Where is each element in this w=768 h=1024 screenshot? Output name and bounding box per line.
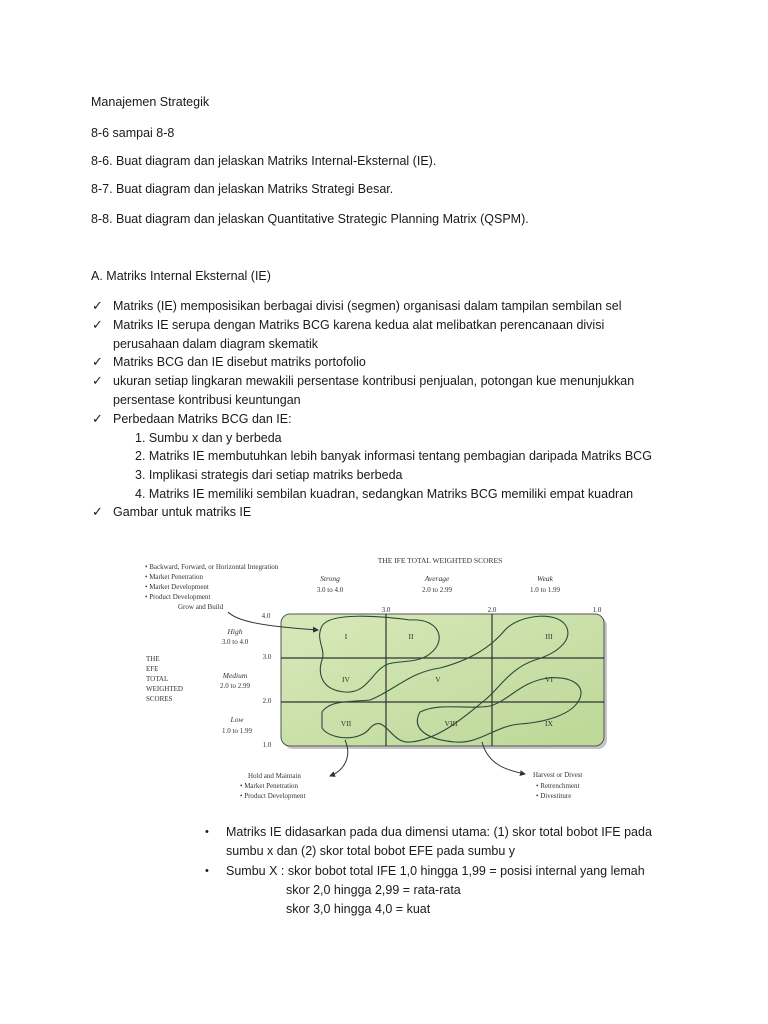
check-icon: ✓ bbox=[92, 504, 103, 519]
y-tick: 3.0 bbox=[262, 653, 272, 661]
row-range-low: 1.0 to 1.99 bbox=[222, 727, 252, 735]
section-a-heading: A. Matriks Internal Eksternal (IE) bbox=[91, 269, 271, 283]
matrix-grid bbox=[281, 614, 604, 746]
checklist-item-text: Matriks IE serupa dengan Matriks BCG karena kedua alat melibatkan perencanaan divisi perusahaan dalam diagram skematik bbox=[113, 318, 605, 351]
row-range-medium: 2.0 to 2.99 bbox=[220, 682, 250, 690]
ife-axis-title: THE IFE TOTAL WEIGHTED SCORES bbox=[377, 556, 503, 565]
question-8-7: 8-7. Buat diagram dan jelaskan Matriks Strategi Besar. bbox=[91, 182, 394, 196]
efe-axis-title bbox=[146, 655, 183, 703]
hold-maintain-label: Hold and Maintain bbox=[248, 772, 301, 780]
col-range-average: 2.0 to 2.99 bbox=[422, 586, 452, 594]
x-tick: 3.0 bbox=[381, 606, 391, 614]
col-head-weak: Weak bbox=[537, 574, 553, 583]
cell-label: IV bbox=[342, 675, 350, 684]
x-tick: 4.0 bbox=[261, 612, 271, 620]
cell-label: VIII bbox=[444, 719, 458, 728]
checklist-item-2 bbox=[92, 316, 653, 353]
checklist-item-6 bbox=[92, 503, 673, 522]
question-8-8: 8-8. Buat diagram dan jelaskan Quantitative Strategic Planning Matrix (QSPM). bbox=[91, 212, 529, 226]
strategy-label: • Product Development bbox=[145, 593, 211, 601]
ie-matrix-figure bbox=[0, 545, 768, 810]
cell-label: VII bbox=[340, 719, 352, 728]
row-head-high: High bbox=[227, 627, 243, 636]
cell-label: V bbox=[435, 675, 441, 684]
efe-axis-word: SCORES bbox=[146, 695, 173, 703]
checklist-item-1 bbox=[92, 297, 673, 316]
difference-item-2: 2. Matriks IE membutuhkan lebih banyak informasi tentang pembagian daripada Matriks BCG bbox=[135, 449, 652, 463]
row-head-low: Low bbox=[230, 715, 244, 724]
checklist-item-text: Matriks (IE) memposisikan berbagai divisi (segmen) organisasi dalam tampilan sembilan sel bbox=[113, 299, 622, 313]
strategy-label: • Product Development bbox=[240, 792, 306, 800]
question-range: 8-6 sampai 8-8 bbox=[91, 126, 175, 140]
strategy-label: • Market Penetration bbox=[240, 782, 299, 790]
y-tick: 2.0 bbox=[262, 697, 272, 705]
grow-build-label: Grow and Build bbox=[178, 603, 224, 611]
checklist-item-text: ukuran setiap lingkaran mewakili persentase kontribusi penjualan, potongan kue menunjukkan persentase kontribusi keuntungan bbox=[113, 374, 635, 407]
bullet-item-2-line-2: skor 2,0 hingga 2,99 = rata-rata bbox=[286, 883, 461, 897]
bullet-item-1 bbox=[205, 823, 666, 861]
checklist-item-4 bbox=[92, 372, 673, 409]
checklist-item-5 bbox=[92, 410, 673, 429]
difference-item-1: 1. Sumbu x dan y berbeda bbox=[135, 431, 282, 445]
question-8-6: 8-6. Buat diagram dan jelaskan Matriks Internal-Eksternal (IE). bbox=[91, 154, 437, 168]
cell-label: VI bbox=[545, 675, 553, 684]
efe-axis-word: EFE bbox=[146, 665, 159, 673]
bullet-item-2 bbox=[205, 862, 686, 881]
document-title: Manajemen Strategik bbox=[91, 95, 210, 109]
col-range-strong: 3.0 to 4.0 bbox=[316, 586, 344, 594]
harvest-divest-label: Harvest or Divest bbox=[533, 771, 583, 779]
grow-build-strategies bbox=[145, 563, 279, 611]
checklist-item-3 bbox=[92, 353, 673, 372]
strategy-label: • Retrenchment bbox=[536, 782, 580, 790]
bullet-icon: • bbox=[205, 826, 209, 838]
check-icon: ✓ bbox=[92, 411, 103, 426]
col-head-strong: Strong bbox=[320, 574, 340, 583]
col-range-weak: 1.0 to 1.99 bbox=[530, 586, 560, 594]
difference-item-4: 4. Matriks IE memiliki sembilan kuadran, sedangkan Matriks BCG memiliki empat kuadran bbox=[135, 487, 634, 501]
x-tick: 1.0 bbox=[592, 606, 602, 614]
cell-label: I bbox=[344, 632, 348, 641]
strategy-label: • Market Development bbox=[145, 583, 209, 591]
bullet-item-2-line-3: skor 3,0 hingga 4,0 = kuat bbox=[286, 902, 431, 916]
strategy-label: • Divestiture bbox=[536, 792, 572, 800]
checklist-item-text: Matriks BCG dan IE disebut matriks portofolio bbox=[113, 355, 366, 369]
efe-axis-word: TOTAL bbox=[146, 675, 169, 683]
check-icon: ✓ bbox=[92, 373, 103, 388]
x-tick: 2.0 bbox=[487, 606, 497, 614]
efe-axis-word: THE bbox=[146, 655, 160, 663]
cell-label: IX bbox=[545, 719, 553, 728]
check-icon: ✓ bbox=[92, 298, 103, 313]
cell-label: III bbox=[545, 632, 553, 641]
strategy-label: • Market Penetration bbox=[145, 573, 204, 581]
y-tick: 1.0 bbox=[262, 741, 272, 749]
strategy-label: • Backward, Forward, or Horizontal Integration bbox=[145, 563, 279, 571]
bullet-icon: • bbox=[205, 865, 209, 877]
check-icon: ✓ bbox=[92, 317, 103, 332]
col-head-average: Average bbox=[424, 574, 450, 583]
check-icon: ✓ bbox=[92, 354, 103, 369]
checklist-item-text: Perbedaan Matriks BCG dan IE: bbox=[113, 412, 292, 426]
row-head-medium: Medium bbox=[222, 671, 248, 680]
hold-maintain-strategies bbox=[240, 772, 305, 800]
bullet-text: Sumbu X : skor bobot total IFE 1,0 hingga 1,99 = posisi internal yang lemah bbox=[226, 864, 645, 878]
bullet-text: Matriks IE didasarkan pada dua dimensi utama: (1) skor total bobot IFE pada sumbu x dan (2) skor total bobot EFE pada sumbu y bbox=[226, 825, 652, 858]
cell-label: II bbox=[408, 632, 414, 641]
efe-axis-word: WEIGHTED bbox=[146, 685, 183, 693]
difference-item-3: 3. Implikasi strategis dari setiap matriks berbeda bbox=[135, 468, 403, 482]
harvest-divest-strategies bbox=[533, 771, 582, 800]
row-range-high: 3.0 to 4.0 bbox=[221, 638, 249, 646]
checklist-item-text: Gambar untuk matriks IE bbox=[113, 505, 252, 519]
